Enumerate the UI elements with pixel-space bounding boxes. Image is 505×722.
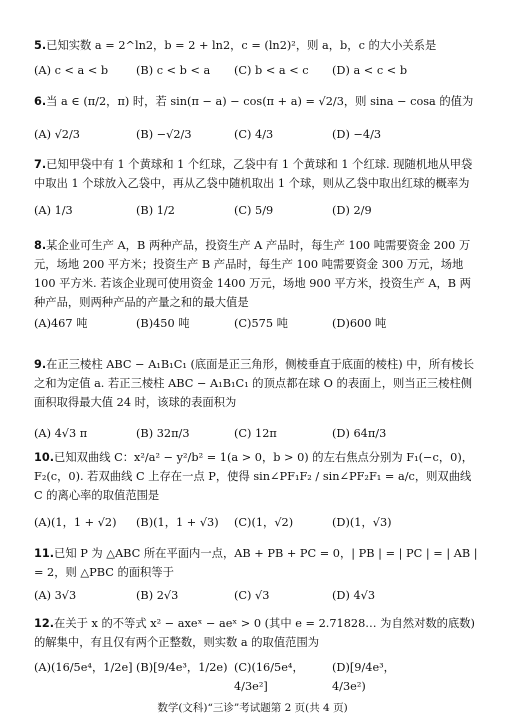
option-d: (D)[9/4e³，4/3e²) bbox=[332, 661, 395, 693]
options-row bbox=[34, 201, 479, 220]
option-c: (C) b < a < c bbox=[234, 64, 309, 77]
question-stem bbox=[34, 448, 479, 505]
option-d: (D) 64π/3 bbox=[332, 427, 387, 440]
question-stem bbox=[34, 36, 479, 55]
question-text: 在正三棱柱 ABC − A₁B₁C₁ (底面是正三角形，侧棱垂直于底面的棱柱) 中，所有棱长之和为定值 a. 若正三棱柱 ABC − A₁B₁C₁ 的顶点都在球 O 的表面上，则当正三棱柱侧面积取得最大值 24 时，该球的表面积为 bbox=[34, 358, 475, 409]
question-stem bbox=[34, 614, 479, 652]
option-a: (A)(16/5e⁴，1/2e] bbox=[34, 661, 133, 674]
option-c: (C) 5/9 bbox=[234, 204, 274, 217]
option-c: (C) 4/3 bbox=[234, 128, 274, 141]
question-number: 10. bbox=[34, 451, 55, 464]
option-a: (A)(1，1 + √2) bbox=[34, 516, 117, 529]
question-text: 当 a ∈ (π/2，π) 时，若 sin(π − a) − cos(π + a) = √2/3，则 sina − cosa 的值为 bbox=[46, 95, 474, 108]
question-text: 已知 P 为 △ABC 所在平面内一点，AB + PB + PC = 0，| PB | = | PC | = | AB | = 2，则 △PBC 的面积等于 bbox=[34, 547, 478, 579]
question-text: 已知甲袋中有 1 个黄球和 1 个红球，乙袋中有 1 个黄球和 1 个红球. 现随机地从甲袋中取出 1 个球放入乙袋中，再从乙袋中随机取出 1 个球，则从乙袋中取出红球的概率为 bbox=[34, 158, 473, 190]
question-5 bbox=[34, 36, 479, 80]
option-b: (B) 1/2 bbox=[136, 204, 175, 217]
question-number: 9. bbox=[34, 358, 47, 371]
question-text: 已知双曲线 C：x²/a² − y²/b² = 1(a > 0，b > 0) 的左右焦点分别为 F₁(−c，0)，F₂(c，0). 若双曲线 C 上存在一点 P，使得 sin∠PF₁F₂ / sin∠PF₂F₁ = a/c，则双曲线 C 的离心率的取值范围是 bbox=[34, 451, 474, 502]
question-8 bbox=[34, 236, 479, 333]
question-10 bbox=[34, 448, 479, 532]
question-number: 5. bbox=[34, 39, 47, 52]
question-text: 已知实数 a = 2^ln2，b = 2 + ln2，c = (ln2)²，则 a，b，c 的大小关系是 bbox=[46, 39, 437, 52]
option-d: (D) 2/9 bbox=[332, 204, 372, 217]
option-b: (B) −√2/3 bbox=[136, 128, 192, 141]
options-row bbox=[34, 658, 479, 696]
options-row bbox=[34, 586, 479, 605]
question-12 bbox=[34, 614, 479, 696]
question-text: 在关于 x 的不等式 x² − axeˣ − aeˣ > 0 (其中 e = 2.71828… 为自然对数的底数) 的解集中，有且仅有两个正整数，则实数 a 的取值范围为 bbox=[34, 617, 475, 649]
option-b: (B)450 吨 bbox=[136, 317, 190, 330]
question-stem bbox=[34, 544, 479, 582]
options-row bbox=[34, 314, 479, 333]
option-a: (A) 4√3 π bbox=[34, 427, 88, 440]
option-d: (D) a < c < b bbox=[332, 64, 408, 77]
question-stem bbox=[34, 355, 479, 412]
question-stem bbox=[34, 236, 479, 312]
option-d: (D) −4/3 bbox=[332, 128, 382, 141]
options-row bbox=[34, 513, 479, 532]
option-d: (D)600 吨 bbox=[332, 317, 387, 330]
option-c: (C)575 吨 bbox=[234, 317, 288, 330]
option-c: (C)(16/5e⁴，4/3e²] bbox=[234, 661, 304, 693]
options-row bbox=[34, 61, 479, 80]
option-a: (A) √2/3 bbox=[34, 128, 80, 141]
question-number: 11. bbox=[34, 547, 55, 560]
question-number: 6. bbox=[34, 95, 47, 108]
question-text: 某企业可生产 A，B 两种产品，投资生产 A 产品时，每生产 100 吨需要资金 200 万元，场地 200 平方米；投资生产 B 产品时，每生产 100 吨需要资金 300 万元，场地 100 平方米. 若该企业现可使用资金 1400 万元，场地 900 平方米，投资生产 A，B 两种产品，则两种产品的产量之和的最大值是 bbox=[34, 239, 471, 309]
question-11 bbox=[34, 544, 479, 605]
option-d: (D)(1，√3) bbox=[332, 516, 392, 529]
option-b: (B)[9/4e³，1/2e) bbox=[136, 661, 228, 674]
options-row bbox=[34, 125, 479, 144]
option-b: (B) 2√3 bbox=[136, 589, 179, 602]
options-row bbox=[34, 424, 479, 443]
option-a: (A) 3√3 bbox=[34, 589, 77, 602]
question-6 bbox=[34, 92, 479, 144]
question-number: 7. bbox=[34, 158, 47, 171]
option-c: (C)(1，√2) bbox=[234, 516, 294, 529]
question-stem bbox=[34, 155, 479, 193]
option-b: (B)(1，1 + √3) bbox=[136, 516, 219, 529]
option-b: (B) c < b < a bbox=[136, 64, 211, 77]
question-stem bbox=[34, 92, 479, 111]
option-a: (A)467 吨 bbox=[34, 317, 88, 330]
question-number: 12. bbox=[34, 617, 55, 630]
option-a: (A) 1/3 bbox=[34, 204, 73, 217]
option-a: (A) c < a < b bbox=[34, 64, 109, 77]
question-7 bbox=[34, 155, 479, 220]
option-c: (C) 12π bbox=[234, 427, 277, 440]
page-footer: 数学(文科)“三诊”考试题第 2 页(共 4 页) bbox=[157, 702, 348, 714]
option-b: (B) 32π/3 bbox=[136, 427, 190, 440]
option-c: (C) √3 bbox=[234, 589, 270, 602]
question-number: 8. bbox=[34, 239, 47, 252]
option-d: (D) 4√3 bbox=[332, 589, 376, 602]
question-9 bbox=[34, 355, 479, 443]
